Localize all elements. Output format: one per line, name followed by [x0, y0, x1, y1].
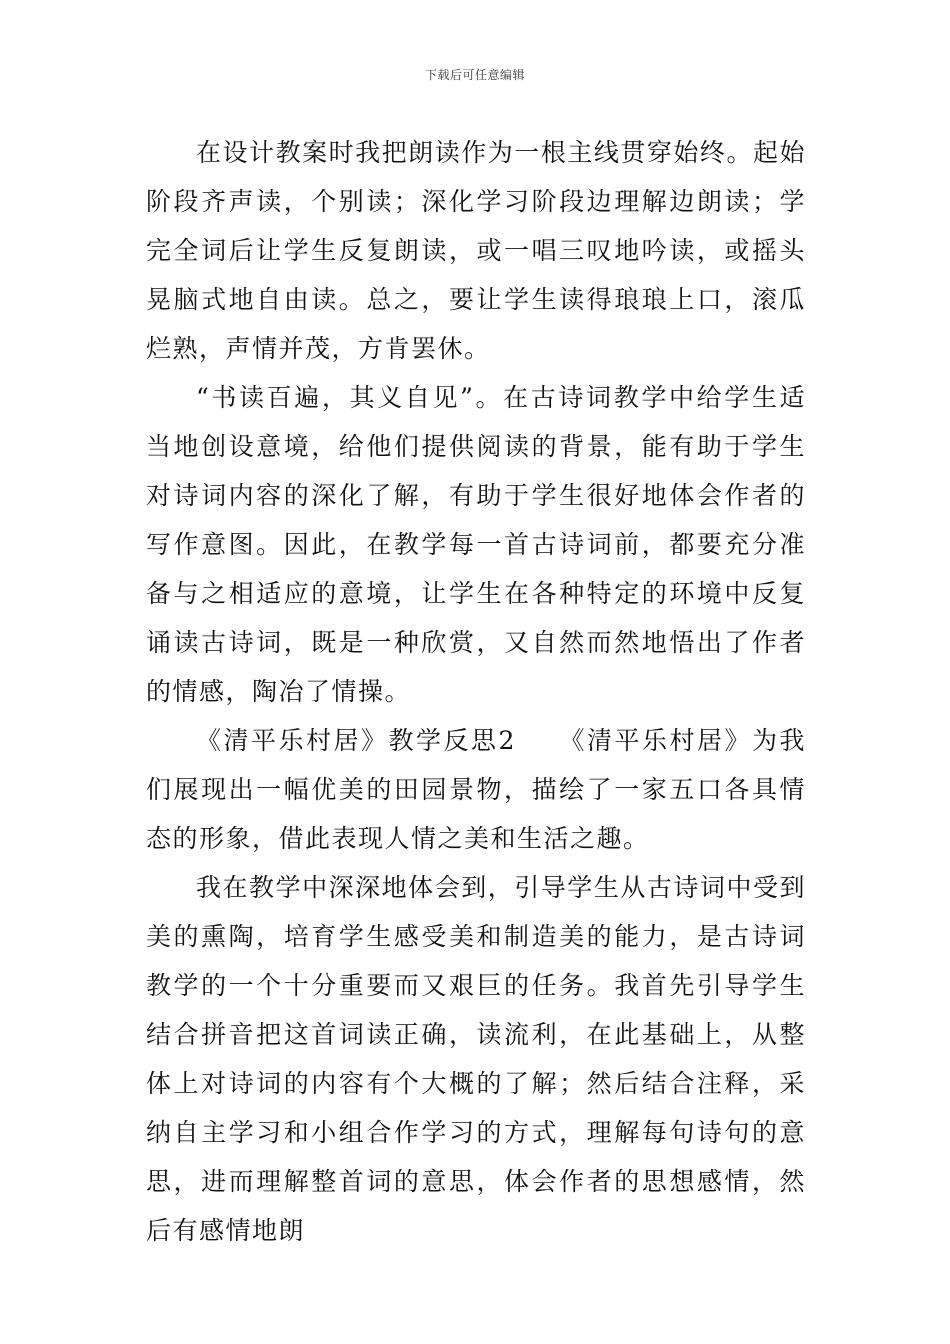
- paragraph-reading-design: 在设计教案时我把朗读作为一根主线贯穿始终。起始阶段齐声读，个别读；深化学习阶段边理解边朗读；学完全词后让学生反复朗读，或一唱三叹地吟读，或摇头晃脑式地自由读。总之，要让学生读得琅琅上口，滚瓜烂熟，声情并茂，方肯罢休。: [146, 138, 806, 363]
- paragraph-reflection-2-intro: 《清平乐村居》教学反思2 《清平乐村居》为我们展现出一幅优美的田园景物，描绘了一家五口各具情态的形象，借此表现人情之美和生活之趣。: [146, 726, 806, 853]
- paragraph-teaching-experience: 我在教学中深深地体会到，引导学生从古诗词中受到美的熏陶，培育学生感受美和制造美的能力，是古诗词教学的一个十分重要而又艰巨的任务。我首先引导学生结合拼音把这首词读正确，读流利，在此基础上，从整体上对诗词的内容有个大概的了解；然后结合注释，采纳自主学习和小组合作学习的方式，理解每句诗句的意思，进而理解整首词的意思，体会作者的思想感情，然后有感情地朗: [146, 873, 806, 1245]
- paragraph-mood-creation: “书读百遍，其义自见”。在古诗词教学中给学生适当地创设意境，给他们提供阅读的背景，能有助于学生对诗词内容的深化了解，有助于学生很好地体会作者的写作意图。因此，在教学每一首古诗词前，都要充分准备与之相适应的意境，让学生在各种特定的环境中反复诵读古诗词，既是一种欣赏，又自然而然地悟出了作者的情感，陶冶了情操。: [146, 383, 806, 706]
- document-body: [146, 128, 806, 1255]
- page-header-note: 下载后可任意编辑: [424, 68, 525, 82]
